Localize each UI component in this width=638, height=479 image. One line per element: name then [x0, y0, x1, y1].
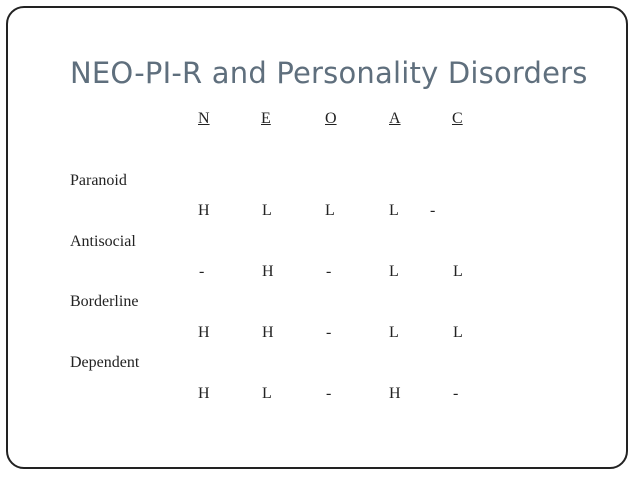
column-header-n: N	[198, 110, 210, 127]
cell-borderline-o: -	[326, 324, 332, 341]
cell-dependent-n: H	[198, 385, 210, 402]
column-header-a: A	[389, 110, 401, 127]
cell-paranoid-o: L	[325, 202, 335, 219]
cell-antisocial-n: -	[199, 263, 205, 280]
slide-title: NEO-PI-R and Personality Disorders	[70, 56, 588, 90]
cell-antisocial-e: H	[262, 263, 274, 280]
row-label-dependent: Dependent	[70, 354, 140, 371]
cell-paranoid-a: L	[389, 202, 399, 219]
cell-paranoid-c: -	[430, 202, 436, 219]
cell-dependent-o: -	[326, 385, 332, 402]
cell-dependent-c: -	[453, 385, 459, 402]
cell-dependent-e: L	[262, 385, 272, 402]
cell-antisocial-c: L	[453, 263, 463, 280]
row-label-paranoid: Paranoid	[70, 172, 127, 189]
cell-paranoid-n: H	[198, 202, 210, 219]
cell-borderline-a: L	[389, 324, 399, 341]
cell-borderline-c: L	[453, 324, 463, 341]
cell-borderline-e: H	[262, 324, 274, 341]
cell-borderline-n: H	[198, 324, 210, 341]
cell-antisocial-a: L	[389, 263, 399, 280]
row-label-antisocial: Antisocial	[70, 233, 136, 250]
column-header-e: E	[261, 110, 271, 127]
cell-dependent-a: H	[389, 385, 401, 402]
cell-paranoid-e: L	[262, 202, 272, 219]
row-label-borderline: Borderline	[70, 293, 139, 310]
column-header-o: O	[325, 110, 337, 127]
column-header-c: C	[452, 110, 463, 127]
cell-antisocial-o: -	[326, 263, 332, 280]
